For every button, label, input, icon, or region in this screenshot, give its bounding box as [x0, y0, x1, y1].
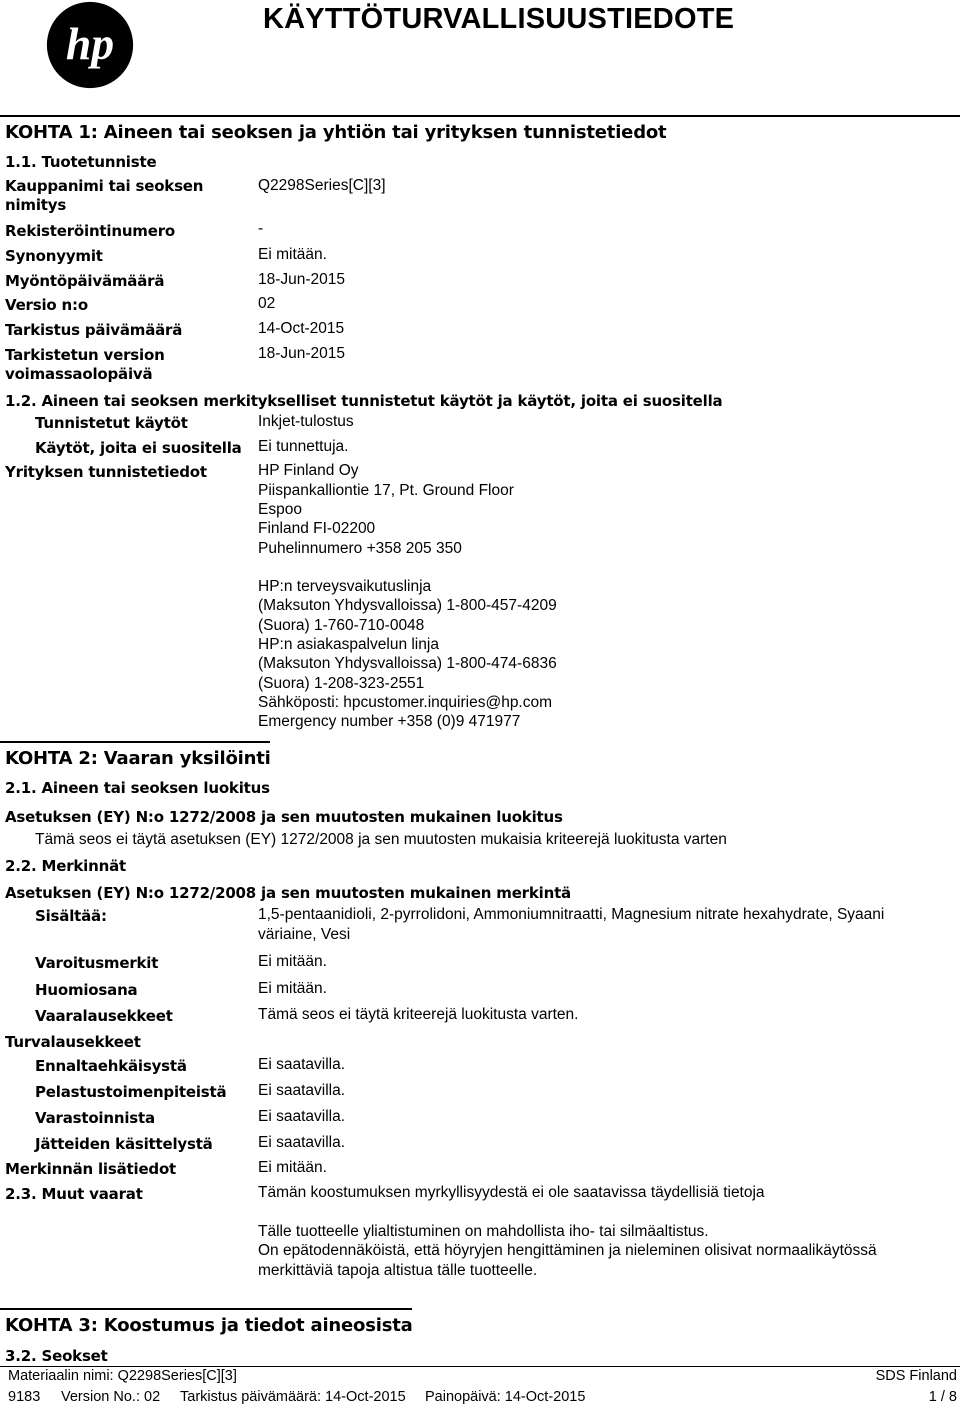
storage-label: Varastoinnista	[35, 1109, 155, 1127]
supplemental-label: Merkinnän lisätiedot	[5, 1160, 177, 1178]
section2-heading: KOHTA 2: Vaaran yksilöinti	[5, 748, 271, 769]
classification-heading: Asetuksen (EY) N:o 1272/2008 ja sen muutosten mukainen luokitus	[5, 808, 563, 826]
company-line: Espoo	[258, 501, 302, 518]
revised-version-label-2: voimassaolopäivä	[5, 365, 153, 383]
storage-value: Ei saatavilla.	[258, 1108, 346, 1125]
footer-material-name: Materiaalin nimi: Q2298Series[C][3]	[8, 1368, 237, 1384]
footer-page-number: 1 / 8	[928, 1389, 957, 1405]
contains-value-1: 1,5-pentaanidioli, 2-pyrrolidoni, Ammoniumnitraatti, Magnesium nitrate hexahydrate, Syaani	[258, 906, 885, 923]
document-title: KÄYTTÖTURVALLISUUSTIEDOTE	[263, 3, 735, 35]
footer-version: Version No.: 02	[61, 1389, 161, 1405]
identified-uses-label: Tunnistetut käytöt	[35, 414, 188, 432]
contact-line: (Suora) 1-208-323-2551	[258, 675, 425, 692]
synonyms-label: Synonyymit	[5, 247, 103, 265]
revised-version-value: 18-Jun-2015	[258, 345, 346, 362]
hazard-statements-label: Vaaralausekkeet	[35, 1007, 173, 1025]
warning-signs-label: Varoitusmerkit	[35, 954, 159, 972]
synonyms-value: Ei mitään.	[258, 246, 327, 263]
section3-rule	[0, 1308, 412, 1310]
contact-line: (Maksuton Yhdysvalloissa) 1-800-457-4209	[258, 597, 557, 614]
other-hazards-2: Tälle tuotteelle ylialtistuminen on mahdollista iho- tai silmäaltistus.	[258, 1223, 709, 1240]
other-hazards-4: merkittäviä tapoja altistua tälle tuotteelle.	[258, 1262, 538, 1279]
header-rule	[0, 115, 960, 117]
revision-date-label: Tarkistus päivämäärä	[5, 321, 183, 339]
disposal-value: Ei saatavilla.	[258, 1134, 346, 1151]
footer-print-date: Painopäivä: 14-Oct-2015	[425, 1389, 586, 1405]
svg-text:hp: hp	[65, 18, 115, 70]
footer-revision-date: Tarkistus päivämäärä: 14-Oct-2015	[180, 1389, 406, 1405]
response-label: Pelastustoimenpiteistä	[35, 1083, 227, 1101]
section3-heading: KOHTA 3: Koostumus ja tiedot aineosista	[5, 1315, 413, 1336]
signal-word-value: Ei mitään.	[258, 980, 327, 997]
contains-value-2: väriaine, Vesi	[258, 926, 351, 943]
contact-line: HP:n asiakaspalvelun linja	[258, 636, 439, 653]
footer-sds-label: SDS Finland	[875, 1368, 957, 1384]
classification-text: Tämä seos ei täytä asetuksen (EY) 1272/2008 ja sen muutosten mukaisia kriteerejä luokitusta varten	[35, 831, 727, 848]
subsection-2-2: 2.2. Merkinnät	[5, 857, 126, 875]
company-line: Finland FI-02200	[258, 520, 376, 537]
registration-label: Rekisteröintinumero	[5, 222, 176, 240]
trade-name-value: Q2298Series[C][3]	[258, 177, 386, 194]
revision-date-value: 14-Oct-2015	[258, 320, 345, 337]
emergency-number: Emergency number +358 (0)9 471977	[258, 713, 521, 730]
issue-date-value: 18-Jun-2015	[258, 271, 346, 288]
contact-line: (Suora) 1-760-710-0048	[258, 617, 425, 634]
other-hazards-1: Tämän koostumuksen myrkyllisyydestä ei ole saatavissa täydellisiä tietoja	[258, 1184, 765, 1201]
version-label: Versio n:o	[5, 296, 88, 314]
subsection-1-2: 1.2. Aineen tai seoksen merkitykselliset tunnistetut käytöt ja käytöt, joita ei suositella	[5, 392, 723, 410]
supplemental-value: Ei mitään.	[258, 1159, 327, 1176]
hp-logo	[46, 1, 134, 89]
identified-uses-value: Inkjet-tulostus	[258, 413, 354, 430]
version-value: 02	[258, 295, 276, 312]
hazard-statements-value: Tämä seos ei täytä kriteerejä luokitusta varten.	[258, 1006, 579, 1023]
revised-version-label-1: Tarkistetun version	[5, 346, 165, 364]
footer-rule	[0, 1366, 960, 1367]
trade-name-label-2: nimitys	[5, 196, 67, 214]
company-line: HP Finland Oy	[258, 462, 359, 479]
contains-label: Sisältää:	[35, 907, 107, 925]
footer-doc-id: 9183	[8, 1389, 41, 1405]
warning-signs-value: Ei mitään.	[258, 953, 327, 970]
registration-value: -	[258, 220, 264, 237]
signal-word-label: Huomiosana	[35, 981, 138, 999]
prevention-value: Ei saatavilla.	[258, 1056, 346, 1073]
other-hazards-3: On epätodennäköistä, että höyryjen hengittäminen ja nieleminen olisivat normaalikäytössä	[258, 1242, 877, 1259]
subsection-2-3: 2.3. Muut vaarat	[5, 1185, 143, 1203]
subsection-2-1: 2.1. Aineen tai seoksen luokitus	[5, 779, 270, 797]
company-phone: Puhelinnumero +358 205 350	[258, 540, 462, 557]
precautionary-label: Turvalausekkeet	[5, 1033, 141, 1051]
section2-rule	[0, 741, 270, 743]
contact-line: (Maksuton Yhdysvalloissa) 1-800-474-6836	[258, 655, 557, 672]
prevention-label: Ennaltaehkäisystä	[35, 1057, 187, 1075]
company-label: Yrityksen tunnistetiedot	[5, 463, 207, 481]
labelling-heading: Asetuksen (EY) N:o 1272/2008 ja sen muutosten mukainen merkintä	[5, 884, 571, 902]
subsection-3-2: 3.2. Seokset	[5, 1347, 108, 1365]
section1-heading: KOHTA 1: Aineen tai seoksen ja yhtiön tai yrityksen tunnistetiedot	[5, 122, 667, 143]
contact-email: Sähköposti: hpcustomer.inquiries@hp.com	[258, 694, 553, 711]
trade-name-label-1: Kauppanimi tai seoksen	[5, 177, 204, 195]
subsection-1-1: 1.1. Tuotetunniste	[5, 153, 157, 171]
company-line: Piispankalliontie 17, Pt. Ground Floor	[258, 482, 514, 499]
not-recommended-value: Ei tunnettuja.	[258, 438, 349, 455]
disposal-label: Jätteiden käsittelystä	[35, 1135, 213, 1153]
response-value: Ei saatavilla.	[258, 1082, 346, 1099]
issue-date-label: Myöntöpäivämäärä	[5, 272, 165, 290]
not-recommended-label: Käytöt, joita ei suositella	[35, 439, 242, 457]
contact-line: HP:n terveysvaikutuslinja	[258, 578, 432, 595]
